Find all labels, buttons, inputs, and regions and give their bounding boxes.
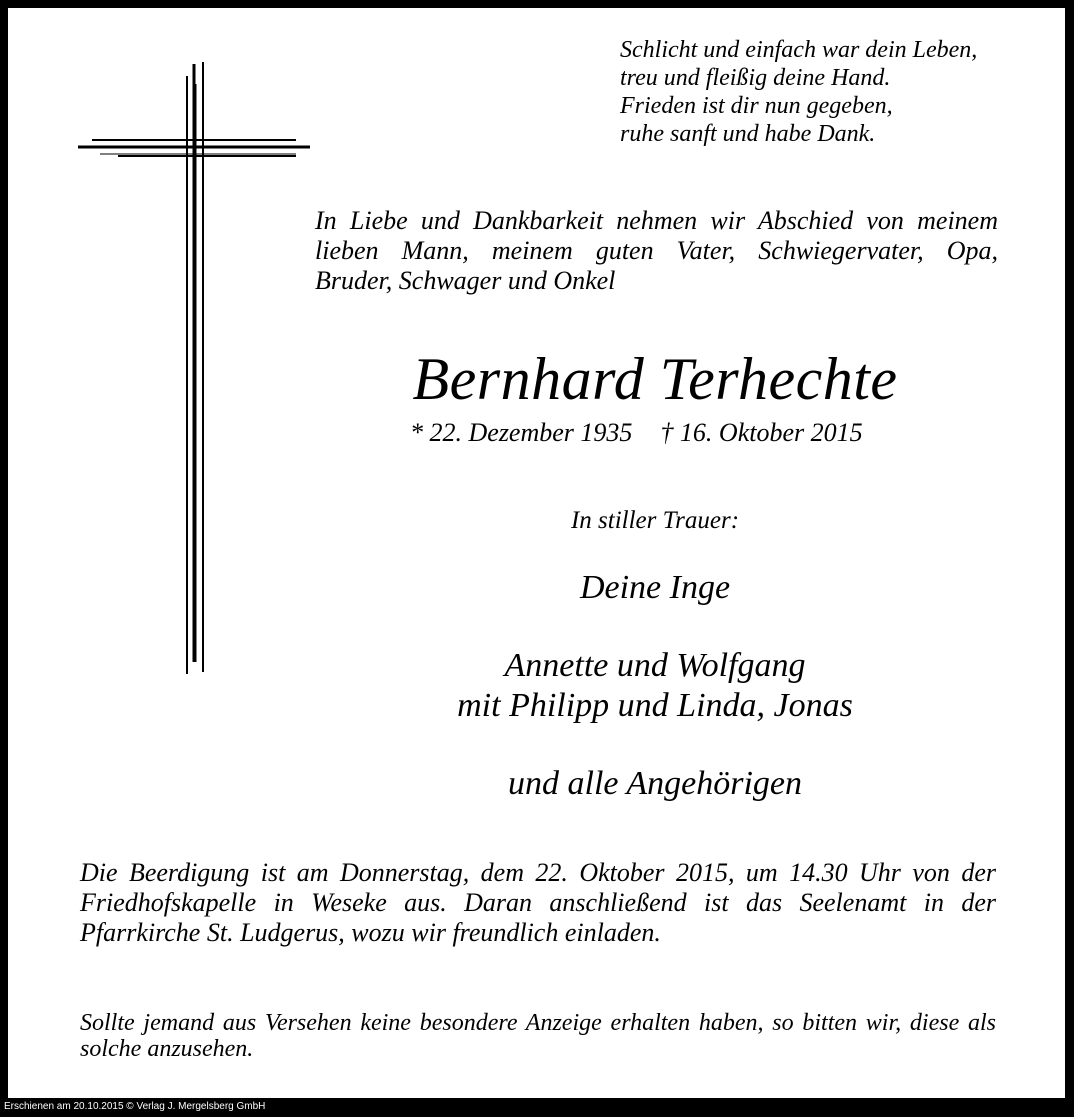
mourner-relatives: und alle Angehörigen: [508, 765, 802, 802]
death-date: † 16. Oktober 2015: [660, 418, 863, 447]
publication-footer: Erschienen am 20.10.2015 © Verlag J. Mergelsberg GmbH: [4, 1101, 266, 1112]
poem-line: treu und fleißig deine Hand.: [620, 65, 891, 91]
funeral-line: Die Beerdigung ist am Donnerstag, dem 22. Oktober 2015, um 14.30 Uhr von der: [80, 858, 996, 887]
notice-line: solche anzusehen.: [80, 1036, 254, 1062]
poem-line: ruhe sanft und habe Dank.: [620, 121, 876, 147]
poem: [620, 36, 1040, 148]
intro-line: In Liebe und Dankbarkeit nehmen wir Abschied von meinem: [315, 206, 998, 235]
funeral-details: [80, 858, 996, 948]
life-dates: [410, 418, 1010, 448]
mourning-heading: In stiller Trauer:: [570, 507, 740, 534]
mourner-children-line: Annette und Wolfgang: [504, 647, 806, 684]
cross-icon: [78, 50, 312, 674]
closing-notice: [80, 1010, 996, 1062]
deceased-name: Bernhard Terhechte: [412, 346, 898, 412]
mourner-wife: Deine Inge: [579, 569, 731, 606]
funeral-line: Pfarrkirche St. Ludgerus, wozu wir freundlich einladen.: [80, 918, 661, 947]
intro-line: lieben Mann, meinem guten Vater, Schwiegervater, Opa,: [315, 236, 998, 265]
notice-line: Sollte jemand aus Versehen keine besondere Anzeige erhalten haben, so bitten wir, diese als: [80, 1010, 996, 1036]
poem-line: Schlicht und einfach war dein Leben,: [620, 37, 978, 63]
poem-line: Frieden ist dir nun gegeben,: [620, 93, 893, 119]
intro-text: [315, 206, 998, 296]
mourner-children-line: mit Philipp und Linda, Jonas: [457, 687, 853, 724]
intro-line: Bruder, Schwager und Onkel: [315, 266, 616, 295]
birth-date: * 22. Dezember 1935: [410, 418, 633, 447]
mourner-children: [308, 646, 1002, 726]
obituary-card: [8, 8, 1065, 1098]
funeral-line: Friedhofskapelle in Weseke aus. Daran anschließend ist das Seelenamt in der: [80, 888, 996, 917]
